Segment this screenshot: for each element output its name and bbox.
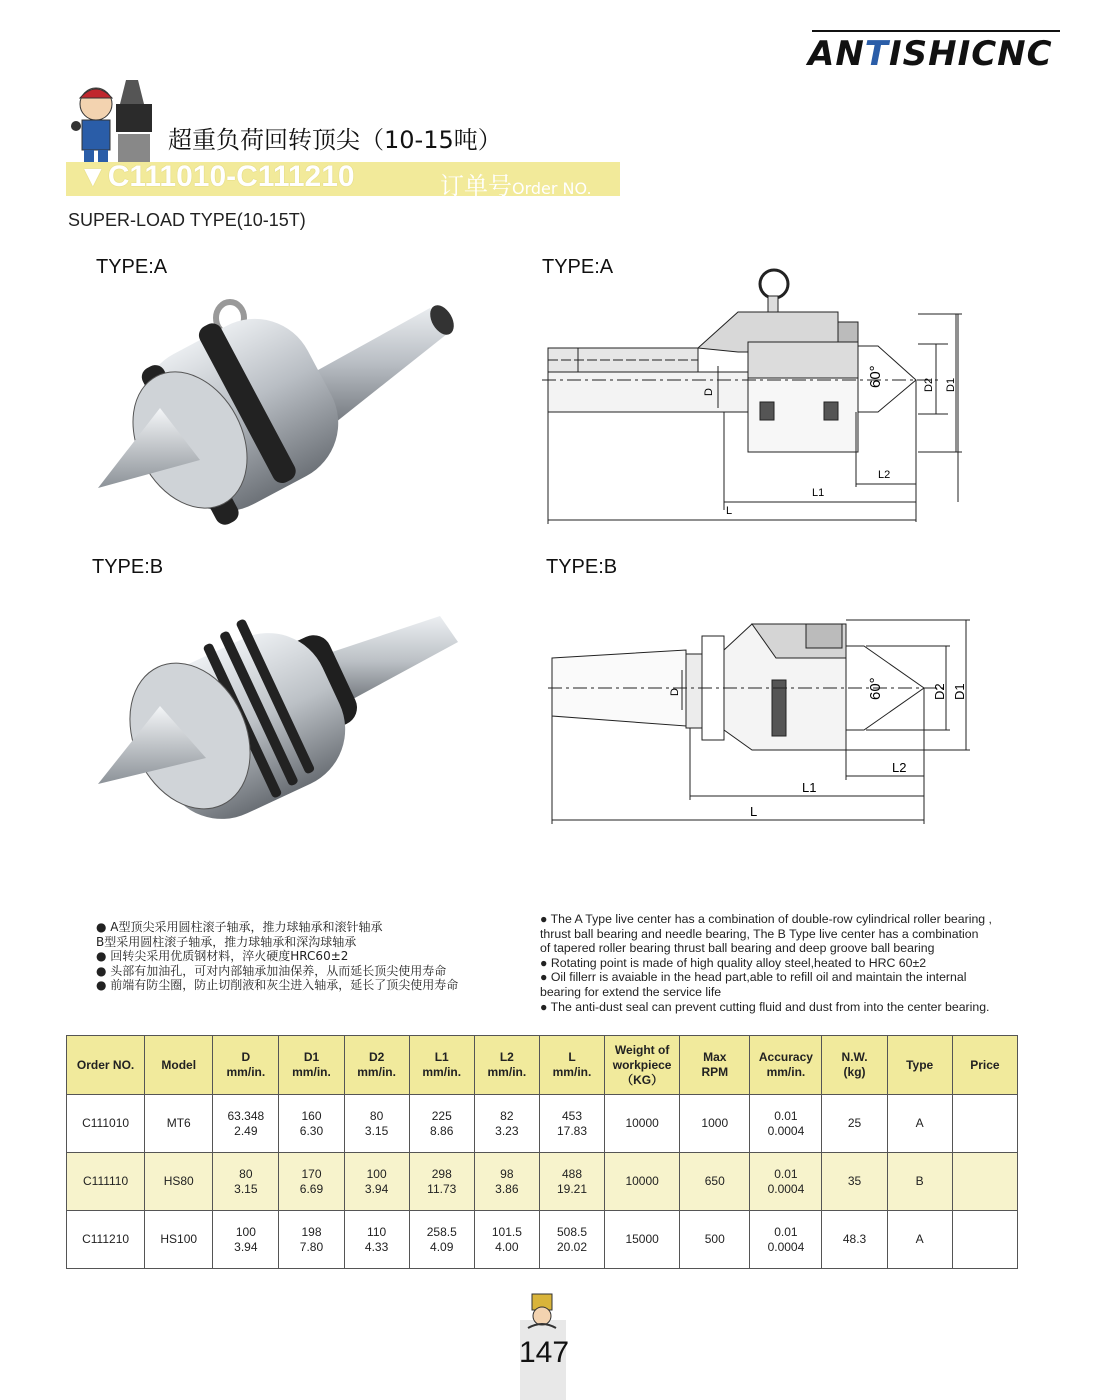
note-en-line: ● The A Type live center has a combination of double-row cylindrical roller bearing , [540,912,992,926]
table-cell [67,1153,145,1211]
header-text: Accuracy [758,1050,813,1064]
header-text: Max [703,1050,727,1064]
dim-l1-label-b: L1 [802,780,817,795]
dim-l1-label-a: L1 [812,487,825,499]
table-cell [539,1211,604,1269]
cell-text: 10000 [625,1116,659,1130]
header-text: mm/in. [487,1065,527,1079]
table-cell [605,1211,680,1269]
cell-text: C111210 [82,1232,130,1246]
cell-text: 20.02 [556,1239,587,1254]
cell-text: 48.3 [842,1232,867,1246]
header-text: Weight of [614,1042,670,1057]
table-cell [213,1211,279,1269]
cell-text: 8.86 [430,1123,454,1138]
cell-text: 198 [301,1224,322,1239]
mascot-icon [64,74,164,170]
cell-text: 0.01 [774,1108,798,1123]
table-cell [680,1153,750,1211]
note-en-line: bearing for extend the service life [540,984,722,999]
cell-text: 0.0004 [767,1239,805,1254]
header-text: L1 [434,1050,449,1064]
cell-text: 160 [301,1108,322,1123]
table-header-cell [952,1036,1017,1095]
order-label: 订单号Order NO. [440,172,592,200]
note-en-line: thrust ball bearing and needle bearing, The B Type live center has a combination [540,926,979,941]
table-cell [474,1211,539,1269]
cell-text: 7.80 [299,1239,324,1254]
table-header-cell [145,1036,213,1095]
table-header-cell [887,1036,952,1095]
table-cell [67,1095,145,1153]
cell-text: 170 [301,1166,322,1181]
cell-text: 258.5 [426,1224,457,1239]
header-text: Order NO. [76,1057,135,1072]
table-header-cell [680,1036,750,1095]
cell-text: A [915,1116,924,1130]
cell-text: 453 [561,1108,582,1123]
page-title: 超重负荷回转顶尖（10-15吨） [168,126,502,154]
header-text: mm/in. [292,1065,331,1079]
table-cell [887,1211,952,1269]
spec-table [66,1035,1018,1269]
cell-text: 0.01 [774,1166,798,1181]
cell-text: 100 [235,1224,256,1239]
table-cell [952,1211,1017,1269]
cell-text: 650 [704,1174,725,1188]
brand-rule [812,30,1060,32]
live-center-a-photo [90,290,470,530]
cell-text: 11.73 [427,1181,457,1196]
table-cell [409,1211,474,1269]
cell-text: MT6 [166,1116,191,1130]
cell-text: 4.33 [364,1239,389,1254]
table-row [67,1153,1018,1211]
table-cell [344,1095,409,1153]
note-en-line: ● Oil fillerr is avaiable in the head part,able to refill oil and maintain the internal [540,970,967,985]
drawing-b-label: TYPE:B [546,556,618,578]
cell-text: 0.0004 [767,1181,805,1196]
table-cell [474,1153,539,1211]
note-en-line: ● The anti-dust seal can prevent cutting fluid and dust from into the center bearing. [540,999,990,1014]
dim-d2-label-a: D2 [923,377,935,392]
cell-text: 3.15 [234,1181,258,1196]
table-cell [680,1095,750,1153]
cell-text: 3.23 [495,1123,519,1138]
table-cell [605,1153,680,1211]
table-cell [145,1095,213,1153]
cell-text: 82 [500,1108,514,1123]
table-cell [887,1153,952,1211]
table-cell [145,1211,213,1269]
table-cell [145,1153,213,1211]
header-text: D1 [303,1050,320,1064]
dim-d2-label-b: D2 [932,683,947,700]
dim-l2-label-a: L2 [878,469,891,481]
table-header-cell [213,1036,279,1095]
cell-text: 15000 [625,1232,659,1246]
table-cell [750,1153,822,1211]
header-text: RPM [701,1065,729,1079]
cell-text: 80 [239,1166,253,1181]
header-text: mm/in. [226,1065,266,1079]
cell-text: 63.348 [227,1108,265,1123]
cell-text: 500 [704,1232,725,1246]
table-cell [344,1153,409,1211]
cell-text: 19.21 [556,1181,587,1196]
page-number: 147 [518,1336,570,1369]
table-header-cell [67,1036,145,1095]
table-header-cell [822,1036,887,1095]
table-cell [750,1211,822,1269]
cell-text: 6.69 [299,1181,324,1196]
photo-b-label: TYPE:B [92,556,164,578]
table-cell [279,1153,344,1211]
note-cn-line: B型采用圆柱滚子轴承，推力球轴承和深沟球轴承 [96,934,357,949]
table-cell [952,1095,1017,1153]
header-text: D [241,1050,251,1064]
table-cell [750,1095,822,1153]
dim-d-label-b: D [669,688,681,696]
table-cell [605,1095,680,1153]
header-text: L2 [499,1050,514,1064]
photo-a-label: TYPE:A [96,256,168,278]
table-cell [680,1211,750,1269]
drawing-type-a [538,262,970,524]
note-cn-line: ● 前端有防尘圈，防止切削液和灰尘进入轴承，延长了顶尖使用寿命 [96,978,459,993]
table-header-cell [409,1036,474,1095]
dim-d-label-a: D [703,388,715,396]
table-header-cell [750,1036,822,1095]
cell-text: 488 [561,1166,582,1181]
cell-text: 35 [847,1174,862,1188]
table-cell [822,1095,887,1153]
header-text: Price [970,1057,1000,1072]
cell-text: 100 [366,1166,387,1181]
header-text: Model [161,1057,197,1072]
table-cell [409,1095,474,1153]
table-cell [952,1153,1017,1211]
note-cn-line: ● A型顶尖采用圆柱滚子轴承，推力球轴承和滚针轴承 [96,920,383,934]
table-cell [67,1211,145,1269]
table-cell [279,1095,344,1153]
table-header-cell [539,1036,604,1095]
dim-l-label-b: L [750,804,758,819]
cell-text: 225 [431,1108,452,1123]
drawing-type-b [546,610,970,824]
dim-d1-label-a: D1 [945,377,957,392]
header-text: D2 [368,1050,385,1064]
notes-english [540,912,1020,1014]
cell-text: HS80 [163,1174,194,1188]
dim-l-label-a: L [726,505,733,517]
header-text: N.W. [841,1050,868,1064]
cell-text: 0.0004 [767,1123,805,1138]
cell-text: 3.94 [364,1181,389,1196]
cell-text: 98 [500,1166,514,1181]
mascot-badge-icon [524,1290,560,1332]
header-text: L [568,1050,576,1064]
cell-text: 10000 [625,1174,659,1188]
table-cell [213,1095,279,1153]
table-cell [822,1211,887,1269]
header-text: (kg) [843,1065,866,1079]
header-text: mm/in. [422,1065,462,1079]
order-code: ▼C111010-C111210 [78,160,355,193]
table-header-row [67,1036,1018,1095]
table-cell [539,1153,604,1211]
cell-text: 508.5 [556,1224,587,1239]
cell-text: 6.30 [299,1123,324,1138]
note-en-line: ● Rotating point is made of high quality alloy steel,heated to HRC 60±2 [540,955,927,970]
brand-logo [808,26,1060,74]
cell-text: 17.83 [556,1123,587,1138]
table-header-cell [474,1036,539,1095]
drawing-a-label: TYPE:A [542,256,614,278]
table-cell [213,1153,279,1211]
cell-text: C111010 [82,1116,130,1130]
cell-text: 1000 [701,1116,729,1130]
header-text: mm/in. [357,1065,396,1079]
cell-text: 110 [367,1224,387,1239]
table-cell [279,1211,344,1269]
cell-text: 0.01 [774,1224,798,1239]
table-header-cell [344,1036,409,1095]
cell-text: 80 [369,1108,384,1123]
cell-text: 4.00 [495,1239,519,1254]
table-row [67,1211,1018,1269]
cell-text: 101.5 [491,1224,522,1239]
dim-d1-label-b: D1 [952,683,967,700]
brand-text: ANTISHICNC [808,34,1053,74]
angle-label-b: 60° [867,677,884,700]
note-cn-line: ● 头部有加油孔，可对内部轴承加油保养，从而延长顶尖使用寿命 [96,963,447,978]
cell-text: B [915,1174,924,1188]
table-cell [409,1153,474,1211]
table-cell [822,1153,887,1211]
cell-text: 3.15 [364,1123,389,1138]
dim-l2-label-b: L2 [892,760,907,775]
notes-chinese [96,920,516,993]
live-center-b-photo [90,596,470,836]
cell-text: HS100 [160,1232,198,1246]
cell-text: 2.49 [234,1123,258,1138]
table-cell [887,1095,952,1153]
table-cell [344,1211,409,1269]
header-text: Type [906,1057,934,1072]
cell-text: 25 [847,1116,862,1130]
table-cell [474,1095,539,1153]
table-header-cell [605,1036,680,1095]
cell-text: A [915,1232,924,1246]
cell-text: 3.94 [234,1239,258,1254]
cell-text: C111110 [83,1174,129,1188]
table-row [67,1095,1018,1153]
header-text: workpiece [612,1057,672,1072]
table-cell [539,1095,604,1153]
table-header-cell [279,1036,344,1095]
note-en-line: of tapered roller bearing thrust ball bearing and deep groove ball bearing [540,941,935,956]
cell-text: 3.86 [495,1181,519,1196]
note-cn-line: ● 回转尖采用优质钢材料，淬火硬度HRC60±2 [96,949,349,964]
header-text: mm/in. [766,1065,806,1079]
angle-label-a: 60° [867,365,884,388]
header-text: mm/in. [552,1065,592,1079]
subtitle: SUPER-LOAD TYPE(10-15T) [68,210,306,230]
cell-text: 4.09 [430,1239,454,1254]
header-text: （KG） [621,1072,664,1087]
cell-text: 298 [431,1166,452,1181]
